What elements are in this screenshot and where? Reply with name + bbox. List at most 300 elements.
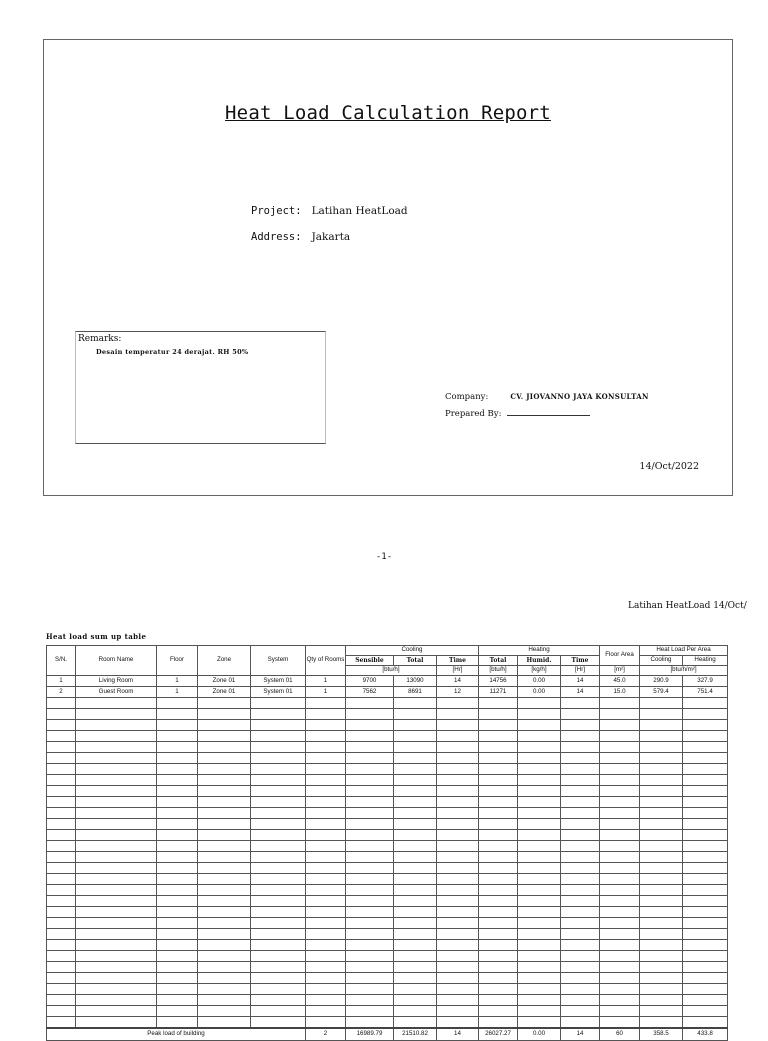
table-cell: Living Room xyxy=(76,676,157,687)
empty-cell xyxy=(437,863,479,874)
empty-cell xyxy=(518,698,561,709)
empty-cell xyxy=(479,709,518,720)
empty-cell xyxy=(437,896,479,907)
empty-cell xyxy=(306,885,346,896)
empty-cell xyxy=(600,874,640,885)
empty-table-row xyxy=(47,1017,728,1029)
empty-cell xyxy=(157,830,198,841)
header-sensible: Sensible xyxy=(346,656,394,666)
empty-table-row xyxy=(47,764,728,775)
empty-cell xyxy=(518,973,561,984)
empty-cell xyxy=(157,885,198,896)
empty-cell xyxy=(47,951,76,962)
empty-cell xyxy=(47,731,76,742)
empty-cell xyxy=(394,775,437,786)
empty-cell xyxy=(157,973,198,984)
empty-cell xyxy=(518,885,561,896)
empty-cell xyxy=(561,764,600,775)
footer-per-area-heating: 433.8 xyxy=(683,1028,728,1040)
empty-cell xyxy=(600,1006,640,1017)
empty-cell xyxy=(561,995,600,1006)
empty-cell xyxy=(157,951,198,962)
page-number: -1- xyxy=(375,552,393,562)
empty-cell xyxy=(683,786,728,797)
empty-cell xyxy=(640,962,683,973)
empty-cell xyxy=(394,841,437,852)
empty-cell xyxy=(198,720,251,731)
empty-cell xyxy=(346,786,394,797)
empty-cell xyxy=(346,973,394,984)
empty-cell xyxy=(47,929,76,940)
empty-cell xyxy=(640,874,683,885)
empty-cell xyxy=(479,830,518,841)
empty-cell xyxy=(561,962,600,973)
empty-cell xyxy=(683,984,728,995)
empty-table-row xyxy=(47,786,728,797)
empty-cell xyxy=(76,885,157,896)
empty-cell xyxy=(306,698,346,709)
empty-cell xyxy=(561,841,600,852)
empty-cell xyxy=(437,885,479,896)
header-cooling: Cooling xyxy=(346,646,479,656)
empty-cell xyxy=(640,808,683,819)
empty-cell xyxy=(47,984,76,995)
empty-cell xyxy=(640,995,683,1006)
table-cell: 12 xyxy=(437,687,479,698)
empty-cell xyxy=(561,786,600,797)
empty-table-row xyxy=(47,896,728,907)
unit-area: [m²] xyxy=(600,666,640,676)
empty-cell xyxy=(157,709,198,720)
empty-cell xyxy=(251,786,306,797)
empty-cell xyxy=(306,1006,346,1017)
empty-cell xyxy=(394,874,437,885)
empty-cell xyxy=(346,841,394,852)
empty-cell xyxy=(198,764,251,775)
empty-cell xyxy=(518,918,561,929)
empty-table-row xyxy=(47,797,728,808)
empty-cell xyxy=(47,720,76,731)
empty-cell xyxy=(600,709,640,720)
empty-cell xyxy=(47,841,76,852)
empty-cell xyxy=(479,786,518,797)
empty-cell xyxy=(198,786,251,797)
empty-cell xyxy=(437,819,479,830)
empty-cell xyxy=(561,1006,600,1017)
empty-cell xyxy=(306,786,346,797)
empty-cell xyxy=(251,709,306,720)
project-value: Latihan HeatLoad xyxy=(311,205,408,217)
footer-heat-time: 14 xyxy=(561,1028,600,1040)
empty-cell xyxy=(76,698,157,709)
empty-cell xyxy=(346,1017,394,1029)
table-cell: 1 xyxy=(157,687,198,698)
table-cell: 290.9 xyxy=(640,676,683,687)
empty-cell xyxy=(600,940,640,951)
empty-cell xyxy=(437,841,479,852)
unit-cooling-time: [Hr] xyxy=(437,666,479,676)
empty-cell xyxy=(346,819,394,830)
unit-humid: [kg/h] xyxy=(518,666,561,676)
empty-cell xyxy=(47,995,76,1006)
empty-table-row xyxy=(47,841,728,852)
empty-cell xyxy=(198,709,251,720)
empty-cell xyxy=(600,786,640,797)
empty-cell xyxy=(76,742,157,753)
empty-cell xyxy=(561,720,600,731)
empty-cell xyxy=(306,874,346,885)
empty-cell xyxy=(346,929,394,940)
remarks-text: Desain temperatur 24 derajat. RH 50% xyxy=(96,348,249,356)
empty-cell xyxy=(640,940,683,951)
empty-cell xyxy=(518,709,561,720)
empty-table-row xyxy=(47,720,728,731)
empty-cell xyxy=(437,1017,479,1029)
empty-cell xyxy=(47,786,76,797)
empty-cell xyxy=(306,918,346,929)
empty-cell xyxy=(479,863,518,874)
empty-cell xyxy=(518,775,561,786)
empty-cell xyxy=(437,808,479,819)
address-line xyxy=(251,231,350,243)
empty-cell xyxy=(76,852,157,863)
empty-cell xyxy=(518,863,561,874)
empty-cell xyxy=(600,1017,640,1029)
empty-cell xyxy=(437,720,479,731)
empty-cell xyxy=(157,1006,198,1017)
page-header: Latihan HeatLoad 14/Oct/ xyxy=(628,601,747,611)
empty-cell xyxy=(561,808,600,819)
empty-cell xyxy=(518,764,561,775)
empty-cell xyxy=(47,962,76,973)
empty-cell xyxy=(394,709,437,720)
empty-cell xyxy=(479,797,518,808)
empty-cell xyxy=(346,962,394,973)
empty-cell xyxy=(683,995,728,1006)
footer-area: 60 xyxy=(600,1028,640,1040)
empty-cell xyxy=(394,995,437,1006)
empty-cell xyxy=(157,797,198,808)
empty-cell xyxy=(479,918,518,929)
empty-cell xyxy=(157,907,198,918)
empty-cell xyxy=(47,830,76,841)
empty-cell xyxy=(683,775,728,786)
empty-cell xyxy=(346,797,394,808)
empty-cell xyxy=(600,907,640,918)
table-cell: 13090 xyxy=(394,676,437,687)
empty-cell xyxy=(306,753,346,764)
header-heat-load-per-area: Heat Load Per Area xyxy=(640,646,728,656)
empty-table-row xyxy=(47,819,728,830)
empty-cell xyxy=(76,918,157,929)
empty-cell xyxy=(600,863,640,874)
empty-table-row xyxy=(47,962,728,973)
empty-cell xyxy=(251,1006,306,1017)
empty-cell xyxy=(600,742,640,753)
empty-cell xyxy=(600,984,640,995)
empty-cell xyxy=(76,1006,157,1017)
empty-cell xyxy=(600,852,640,863)
footer-qty: 2 xyxy=(306,1028,346,1040)
empty-cell xyxy=(306,709,346,720)
empty-cell xyxy=(640,984,683,995)
empty-cell xyxy=(640,775,683,786)
empty-cell xyxy=(561,709,600,720)
empty-cell xyxy=(76,808,157,819)
empty-cell xyxy=(437,874,479,885)
empty-cell xyxy=(437,852,479,863)
empty-cell xyxy=(640,951,683,962)
empty-cell xyxy=(437,753,479,764)
table-cell: Zone 01 xyxy=(198,687,251,698)
empty-cell xyxy=(198,863,251,874)
empty-cell xyxy=(437,731,479,742)
empty-cell xyxy=(437,918,479,929)
empty-cell xyxy=(683,852,728,863)
empty-cell xyxy=(479,874,518,885)
empty-cell xyxy=(394,731,437,742)
empty-cell xyxy=(251,797,306,808)
empty-cell xyxy=(561,775,600,786)
footer-sensible: 16989.79 xyxy=(346,1028,394,1040)
empty-cell xyxy=(683,973,728,984)
empty-cell xyxy=(251,720,306,731)
empty-cell xyxy=(479,896,518,907)
cover-page xyxy=(43,39,733,496)
empty-cell xyxy=(394,885,437,896)
empty-cell xyxy=(198,940,251,951)
empty-cell xyxy=(518,1006,561,1017)
empty-cell xyxy=(640,973,683,984)
empty-cell xyxy=(640,742,683,753)
empty-cell xyxy=(157,720,198,731)
empty-cell xyxy=(76,995,157,1006)
empty-cell xyxy=(306,1017,346,1029)
empty-cell xyxy=(76,929,157,940)
table-cell: 2 xyxy=(47,687,76,698)
empty-cell xyxy=(640,1006,683,1017)
empty-cell xyxy=(251,984,306,995)
header-humid: Humid. xyxy=(518,656,561,666)
empty-cell xyxy=(561,984,600,995)
empty-cell xyxy=(561,951,600,962)
empty-cell xyxy=(346,698,394,709)
empty-cell xyxy=(394,808,437,819)
empty-cell xyxy=(394,797,437,808)
empty-cell xyxy=(251,951,306,962)
empty-cell xyxy=(157,962,198,973)
table-cell: 1 xyxy=(47,676,76,687)
empty-cell xyxy=(437,995,479,1006)
empty-cell xyxy=(683,1017,728,1029)
empty-cell xyxy=(47,896,76,907)
empty-cell xyxy=(437,742,479,753)
empty-cell xyxy=(251,874,306,885)
empty-cell xyxy=(157,984,198,995)
empty-cell xyxy=(518,753,561,764)
address-value: Jakarta xyxy=(311,231,351,243)
empty-cell xyxy=(346,808,394,819)
company-line xyxy=(445,392,649,402)
table-cell: 8691 xyxy=(394,687,437,698)
empty-cell xyxy=(251,841,306,852)
empty-cell xyxy=(306,720,346,731)
empty-cell xyxy=(518,984,561,995)
empty-cell xyxy=(518,896,561,907)
empty-cell xyxy=(683,731,728,742)
empty-cell xyxy=(518,841,561,852)
empty-cell xyxy=(346,885,394,896)
empty-cell xyxy=(76,709,157,720)
empty-cell xyxy=(346,852,394,863)
empty-cell xyxy=(157,995,198,1006)
header-per-area-heating: Heating xyxy=(683,656,728,666)
header-qty-of-rooms: Qty of Rooms xyxy=(306,646,346,676)
project-line xyxy=(251,205,408,217)
empty-cell xyxy=(640,720,683,731)
empty-cell xyxy=(346,907,394,918)
empty-cell xyxy=(561,907,600,918)
footer-label: Peak load of building xyxy=(47,1028,306,1040)
empty-cell xyxy=(479,852,518,863)
empty-cell xyxy=(306,863,346,874)
empty-cell xyxy=(198,797,251,808)
empty-cell xyxy=(479,720,518,731)
empty-cell xyxy=(157,764,198,775)
empty-cell xyxy=(640,918,683,929)
empty-cell xyxy=(600,951,640,962)
empty-cell xyxy=(47,863,76,874)
empty-cell xyxy=(76,973,157,984)
table-cell: 7562 xyxy=(346,687,394,698)
empty-cell xyxy=(394,852,437,863)
empty-cell xyxy=(437,929,479,940)
empty-cell xyxy=(600,808,640,819)
empty-cell xyxy=(198,819,251,830)
empty-cell xyxy=(600,885,640,896)
empty-cell xyxy=(394,764,437,775)
empty-cell xyxy=(561,742,600,753)
empty-cell xyxy=(346,863,394,874)
address-label: Address: xyxy=(251,231,302,243)
empty-cell xyxy=(346,720,394,731)
empty-cell xyxy=(251,907,306,918)
empty-cell xyxy=(437,951,479,962)
empty-table-row xyxy=(47,995,728,1006)
empty-cell xyxy=(479,929,518,940)
empty-cell xyxy=(47,907,76,918)
empty-cell xyxy=(394,1006,437,1017)
empty-cell xyxy=(306,797,346,808)
empty-table-row xyxy=(47,863,728,874)
empty-cell xyxy=(198,775,251,786)
empty-cell xyxy=(251,698,306,709)
empty-cell xyxy=(47,764,76,775)
empty-cell xyxy=(394,973,437,984)
empty-cell xyxy=(683,896,728,907)
empty-cell xyxy=(600,764,640,775)
empty-cell xyxy=(561,940,600,951)
empty-cell xyxy=(394,940,437,951)
empty-cell xyxy=(640,896,683,907)
empty-cell xyxy=(479,742,518,753)
empty-cell xyxy=(76,940,157,951)
unit-per-area: [btu/h/m²] xyxy=(640,666,728,676)
empty-table-row xyxy=(47,874,728,885)
empty-cell xyxy=(518,940,561,951)
empty-table-row xyxy=(47,742,728,753)
empty-cell xyxy=(394,786,437,797)
empty-cell xyxy=(561,874,600,885)
empty-cell xyxy=(306,962,346,973)
empty-cell xyxy=(561,896,600,907)
empty-cell xyxy=(683,918,728,929)
empty-cell xyxy=(518,962,561,973)
table-cell: 1 xyxy=(306,687,346,698)
empty-cell xyxy=(561,731,600,742)
empty-cell xyxy=(346,1006,394,1017)
empty-cell xyxy=(251,940,306,951)
empty-cell xyxy=(518,1017,561,1029)
header-system: System xyxy=(251,646,306,676)
empty-cell xyxy=(683,962,728,973)
empty-cell xyxy=(306,995,346,1006)
empty-cell xyxy=(600,918,640,929)
empty-cell xyxy=(518,852,561,863)
empty-table-row xyxy=(47,709,728,720)
empty-cell xyxy=(394,951,437,962)
report-title: Heat Load Calculation Report xyxy=(225,102,551,124)
empty-table-row xyxy=(47,1006,728,1017)
empty-table-row xyxy=(47,929,728,940)
empty-cell xyxy=(198,830,251,841)
empty-cell xyxy=(76,797,157,808)
empty-cell xyxy=(306,896,346,907)
empty-cell xyxy=(640,841,683,852)
empty-cell xyxy=(518,808,561,819)
footer-humid: 0.00 xyxy=(518,1028,561,1040)
empty-cell xyxy=(683,951,728,962)
empty-cell xyxy=(683,1006,728,1017)
empty-cell xyxy=(346,753,394,764)
empty-cell xyxy=(479,940,518,951)
empty-cell xyxy=(561,830,600,841)
empty-cell xyxy=(76,841,157,852)
empty-cell xyxy=(251,753,306,764)
empty-cell xyxy=(47,1017,76,1029)
empty-cell xyxy=(640,753,683,764)
empty-cell xyxy=(251,852,306,863)
empty-cell xyxy=(157,819,198,830)
table-row xyxy=(47,687,728,698)
empty-cell xyxy=(346,896,394,907)
header-zone: Zone xyxy=(198,646,251,676)
empty-cell xyxy=(600,775,640,786)
empty-cell xyxy=(47,797,76,808)
table-cell: 0.00 xyxy=(518,676,561,687)
header-heating-time: Time xyxy=(561,656,600,666)
empty-cell xyxy=(306,742,346,753)
empty-cell xyxy=(518,742,561,753)
unit-heating-total: [btu/h] xyxy=(479,666,518,676)
table-cell: 9700 xyxy=(346,676,394,687)
empty-cell xyxy=(76,819,157,830)
empty-cell xyxy=(346,995,394,1006)
empty-cell xyxy=(76,896,157,907)
empty-cell xyxy=(394,742,437,753)
empty-cell xyxy=(306,764,346,775)
empty-cell xyxy=(683,885,728,896)
